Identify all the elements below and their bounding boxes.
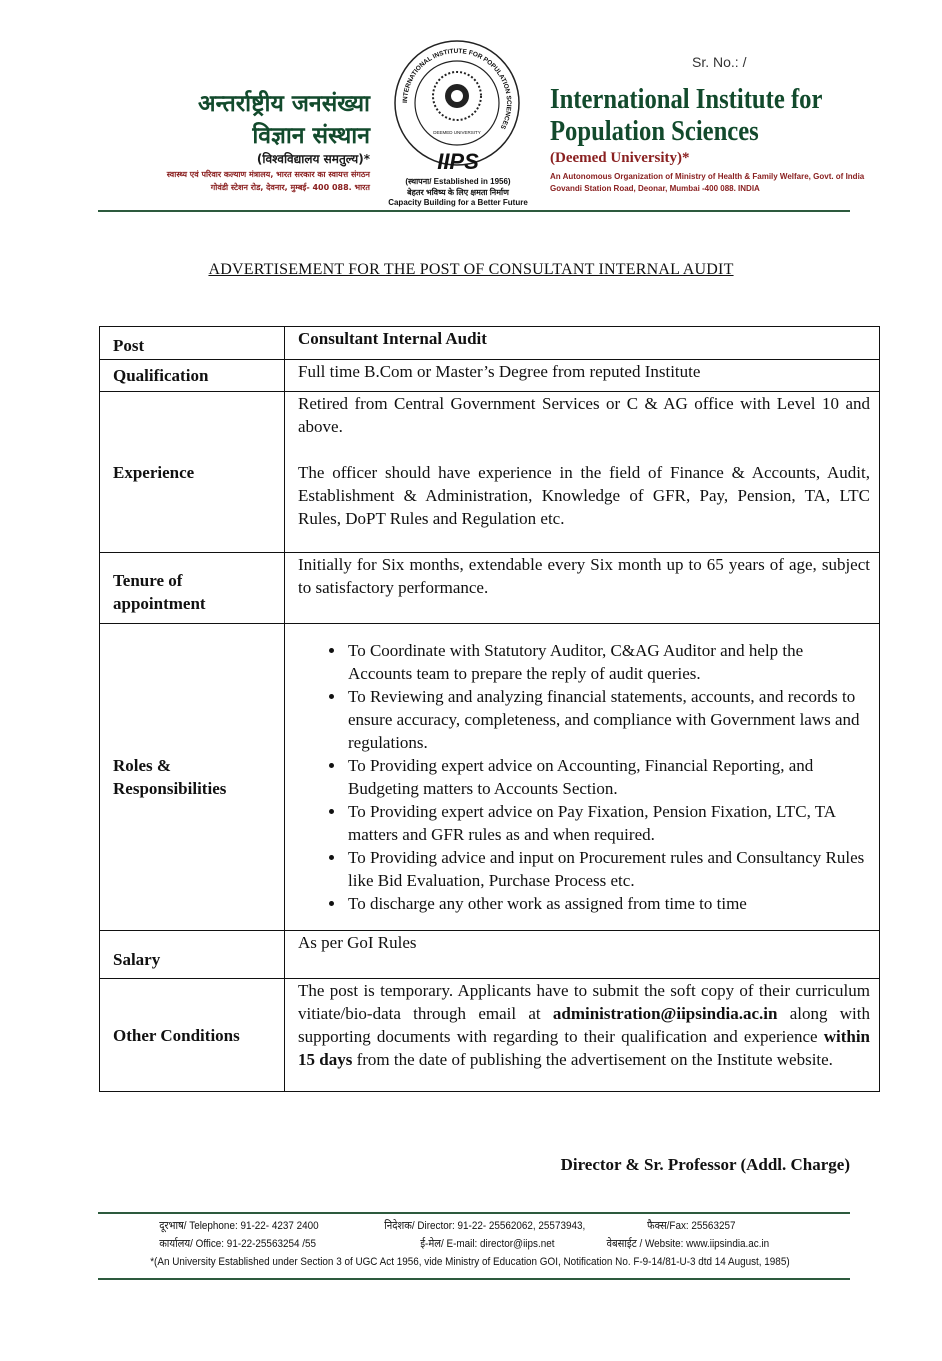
footer-divider-top [98,1212,850,1214]
footer-fax: फैक्स/Fax: 25563257 [647,1220,736,1232]
other-conditions-text-1: The post is temporary. Applicants have to submit the soft copy of their curriculum vitiate/bio-data through email at [298,981,870,1023]
footer-director-phone: निदेशक/ Director: 91-22- 25562062, 25573943, [384,1220,586,1232]
hindi-deemed-university: (विश्वविद्यालय समतुल्य)* [256,152,370,166]
footer-ugc-note: *(An University Established under Section 3 of UGC Act 1956, vide Ministry of Education GOI, Notification No. F-9-14/81-U-3 dtd 14 August, 1985) [150,1256,790,1268]
table-row-post [100,327,880,360]
table-row-salary [100,931,880,979]
tenure-label [100,553,285,624]
list-item: • To Coordinate with Statutory Auditor, C&AG Auditor and help the Accounts team to prepare the reply of audit queries. [346,639,870,685]
roles-value [285,624,880,931]
english-organization-info [550,171,864,195]
advertisement-table [99,326,880,1092]
table-row-tenure [100,553,880,624]
qualification-value: Full time B.Com or Master’s Degree from reputed Institute [285,360,880,392]
logo-established: (स्थापना/ Established in 1956) [405,177,511,186]
hindi-org-line2: गोवंडी स्टेशन रोड, देवनार, मुम्बई- 400 088. भारत [210,183,370,192]
english-name-line1: International Institute for [550,84,823,115]
logo-abbreviation: IIPS [437,149,479,174]
header-divider [98,210,850,212]
application-email: administration@iipsindia.ac.in [552,1004,778,1023]
tenure-value: Initially for Six months, extendable every Six month up to 65 years of age, subject to satisfactory performance. [285,553,880,624]
logo-inner-text: DEEMED UNIVERSITY [433,130,481,135]
list-item: • To Providing expert advice on Pay Fixation, Pension Fixation, LTC, TA matters and GFR rules as and when required. [346,800,870,846]
footer-website: वेबसाईट / Website: www.iipsindia.ac.in [606,1238,770,1250]
english-org-line2: Govandi Station Road, Deonar, Mumbai -400 088. INDIA [550,184,760,193]
hindi-organization-info [167,168,370,194]
signatory-designation: Director & Sr. Professor (Addl. Charge) [560,1155,850,1174]
roles-label [100,624,285,931]
tenure-label-line2: appointment [113,594,206,613]
salary-label: Salary [100,931,285,979]
advertisement-title [0,261,942,279]
footer-telephone: दूरभाष/ Telephone: 91-22- 4237 2400 [159,1220,319,1232]
logo-ring-text: INTERNATIONAL INSTITUTE FOR POPULATION SCIENCES [401,47,513,131]
english-deemed-university: (Deemed University)* [550,150,690,166]
table-row-other-conditions [100,979,880,1092]
other-conditions-text-3: from the date of publishing the advertisement on the Institute website. [352,1050,833,1069]
experience-value [285,392,880,553]
advertisement-title-text: ADVERTISEMENT FOR THE POST OF CONSULTANT INTERNAL AUDIT [208,261,734,278]
experience-label: Experience [100,392,285,553]
other-conditions-text-2: along with supporting documents with regarding to their qualification and experience [298,1004,870,1046]
experience-paragraph-1: Retired from Central Government Services or C & AG office with Level 10 and above. [298,394,870,436]
experience-paragraph-2: The officer should have experience in the field of Finance & Accounts, Audit, Establishment & Administration, Knowledge of GFR, Pay, Pension, TA, LTC Rules, DoPT Rules and Regulation etc. [298,463,870,528]
tenure-label-line1: Tenure of [113,571,183,590]
application-deadline: within 15 days [298,1027,870,1069]
footer-divider-bottom [98,1278,850,1280]
other-conditions-label: Other Conditions [100,979,285,1092]
post-label: Post [100,327,285,360]
table-row-roles [100,624,880,931]
hindi-institute-name [198,88,370,152]
logo-tagline: Capacity Building for a Better Future [388,198,528,207]
footer-contact [98,1218,790,1270]
roles-list [298,639,870,915]
list-item: • To Providing advice and input on Procurement rules and Consultancy Rules like Bid Evaluation, Purchase Process etc. [346,846,870,892]
salary-value: As per GoI Rules [285,931,880,979]
table-row-qualification [100,360,880,392]
roles-label-line1: Roles & [113,756,172,775]
roles-label-line2: Responsibilities [113,779,227,798]
serial-number: Sr. No.: / [692,54,747,70]
hindi-name-line2: विज्ञान संस्थान [252,123,370,149]
list-item: • To discharge any other work as assigned from time to time [346,892,870,915]
list-item: • To Providing expert advice on Accounting, Financial Reporting, and Budgeting matters to Accounts Section. [346,754,870,800]
footer-row-3 [98,1254,790,1270]
qualification-label: Qualification [100,360,285,392]
footer-office: कार्यालय/ Office: 91-22-25563254 /55 [159,1238,316,1250]
english-institute-name [550,84,822,148]
list-item: • To Reviewing and analyzing financial statements, accounts, and records to ensure accuracy, completeness, and compliance with Government laws and regulations. [346,685,870,754]
hindi-name-line1: अन्तर्राष्ट्रीय जनसंख्या [198,91,370,117]
other-conditions-value [285,979,880,1092]
table-row-experience [100,392,880,553]
post-value: Consultant Internal Audit [285,327,880,360]
hindi-org-line1: स्वास्थ्य एवं परिवार कल्याण मंत्रालय, भारत सरकार का स्वायत्त संगठन [166,170,370,179]
logo-hindi-tagline: बेहतर भविष्य के लिए क्षमता निर्माण [407,188,509,197]
footer-row-1 [98,1218,775,1234]
english-org-line1: An Autonomous Organization of Ministry of Health & Family Welfare, Govt. of India [550,172,865,181]
footer-row-2 [98,1236,775,1252]
english-name-line2: Population Sciences [550,116,759,147]
footer-email: ई-मेल/ E-mail: director@iips.net [420,1238,555,1250]
